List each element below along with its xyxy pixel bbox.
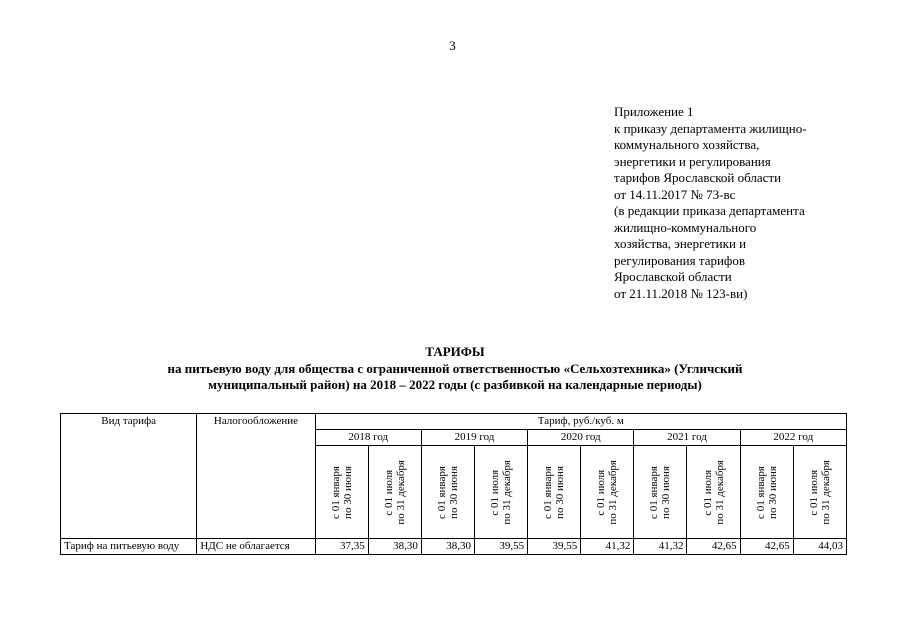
title-line-2: муниципальный район) на 2018 – 2022 годы (с разбивкой на календарные периоды) <box>208 377 702 392</box>
period-first-half: с 01 января по 30 июня <box>329 465 354 519</box>
taxation-cell: НДС не облагается <box>197 539 315 555</box>
period-first-half: с 01 января по 30 июня <box>435 465 460 519</box>
tariff-value-cell: 39,55 <box>474 539 527 555</box>
period-cell <box>368 446 421 539</box>
tariff-value-cell: 39,55 <box>528 539 581 555</box>
appendix-block <box>614 104 854 302</box>
period-second-half: с 01 июля по 31 декабря <box>595 459 620 525</box>
tariff-value-cell: 42,65 <box>687 539 740 555</box>
appendix-line: к приказу департамента жилищно- <box>614 120 807 136</box>
tariff-value-cell: 41,32 <box>581 539 634 555</box>
appendix-line: Ярославской области <box>614 269 732 284</box>
page-number: 3 <box>449 38 456 53</box>
period-cell <box>687 446 740 539</box>
appendix-line: хозяйства, энергетики и <box>614 236 747 251</box>
period-cell <box>793 446 846 539</box>
document-title <box>60 344 850 394</box>
period-cell <box>421 446 474 539</box>
appendix-line: от 14.11.2017 № 73-вс <box>614 186 736 202</box>
period-second-half: с 01 июля по 31 декабря <box>489 459 514 525</box>
header-year: 2020 год <box>528 430 634 446</box>
title-line-1: на питьевую воду для общества с ограниченной ответственностью «Сельхозтехника» (Угличский <box>167 360 743 376</box>
appendix-line: жилищно-коммунального <box>614 219 757 235</box>
period-second-half: с 01 июля по 31 декабря <box>382 459 407 525</box>
header-tariff-unit: Тариф, руб./куб. м <box>315 414 846 430</box>
header-taxation: Налогообложение <box>197 414 315 539</box>
period-first-half: с 01 января по 30 июня <box>648 465 673 519</box>
header-year: 2021 год <box>634 430 740 446</box>
appendix-line: (в редакции приказа департамента <box>614 203 805 218</box>
tariff-type-cell: Тариф на питьевую воду <box>61 539 197 555</box>
appendix-line: тарифов Ярославской области <box>614 170 782 185</box>
tariff-value-cell: 38,30 <box>368 539 421 555</box>
header-year: 2022 год <box>740 430 846 446</box>
period-second-half: с 01 июля по 31 декабря <box>807 459 832 525</box>
period-cell <box>528 446 581 539</box>
period-cell <box>740 446 793 539</box>
appendix-line: энергетики и регулирования <box>614 153 771 169</box>
tariff-table <box>60 413 847 555</box>
tariff-value-cell: 44,03 <box>793 539 846 555</box>
tariff-value-cell: 37,35 <box>315 539 368 555</box>
period-cell <box>315 446 368 539</box>
tariff-value-cell: 42,65 <box>740 539 793 555</box>
header-tariff-type: Вид тарифа <box>61 414 197 539</box>
period-cell <box>634 446 687 539</box>
title-heading: ТАРИФЫ <box>425 344 485 359</box>
appendix-line: от 21.11.2018 № 123-ви) <box>614 285 748 301</box>
table-row <box>61 539 847 555</box>
header-row-1 <box>61 414 847 430</box>
appendix-line: коммунального хозяйства, <box>614 137 760 152</box>
period-second-half: с 01 июля по 31 декабря <box>701 459 726 525</box>
appendix-line: регулирования тарифов <box>614 252 745 268</box>
appendix-line: Приложение 1 <box>614 104 694 119</box>
tariff-value-cell: 41,32 <box>634 539 687 555</box>
period-first-half: с 01 января по 30 июня <box>754 465 779 519</box>
period-cell <box>581 446 634 539</box>
tariff-value-cell: 38,30 <box>421 539 474 555</box>
period-cell <box>474 446 527 539</box>
period-first-half: с 01 января по 30 июня <box>542 465 567 519</box>
header-year: 2018 год <box>315 430 421 446</box>
header-year: 2019 год <box>421 430 527 446</box>
